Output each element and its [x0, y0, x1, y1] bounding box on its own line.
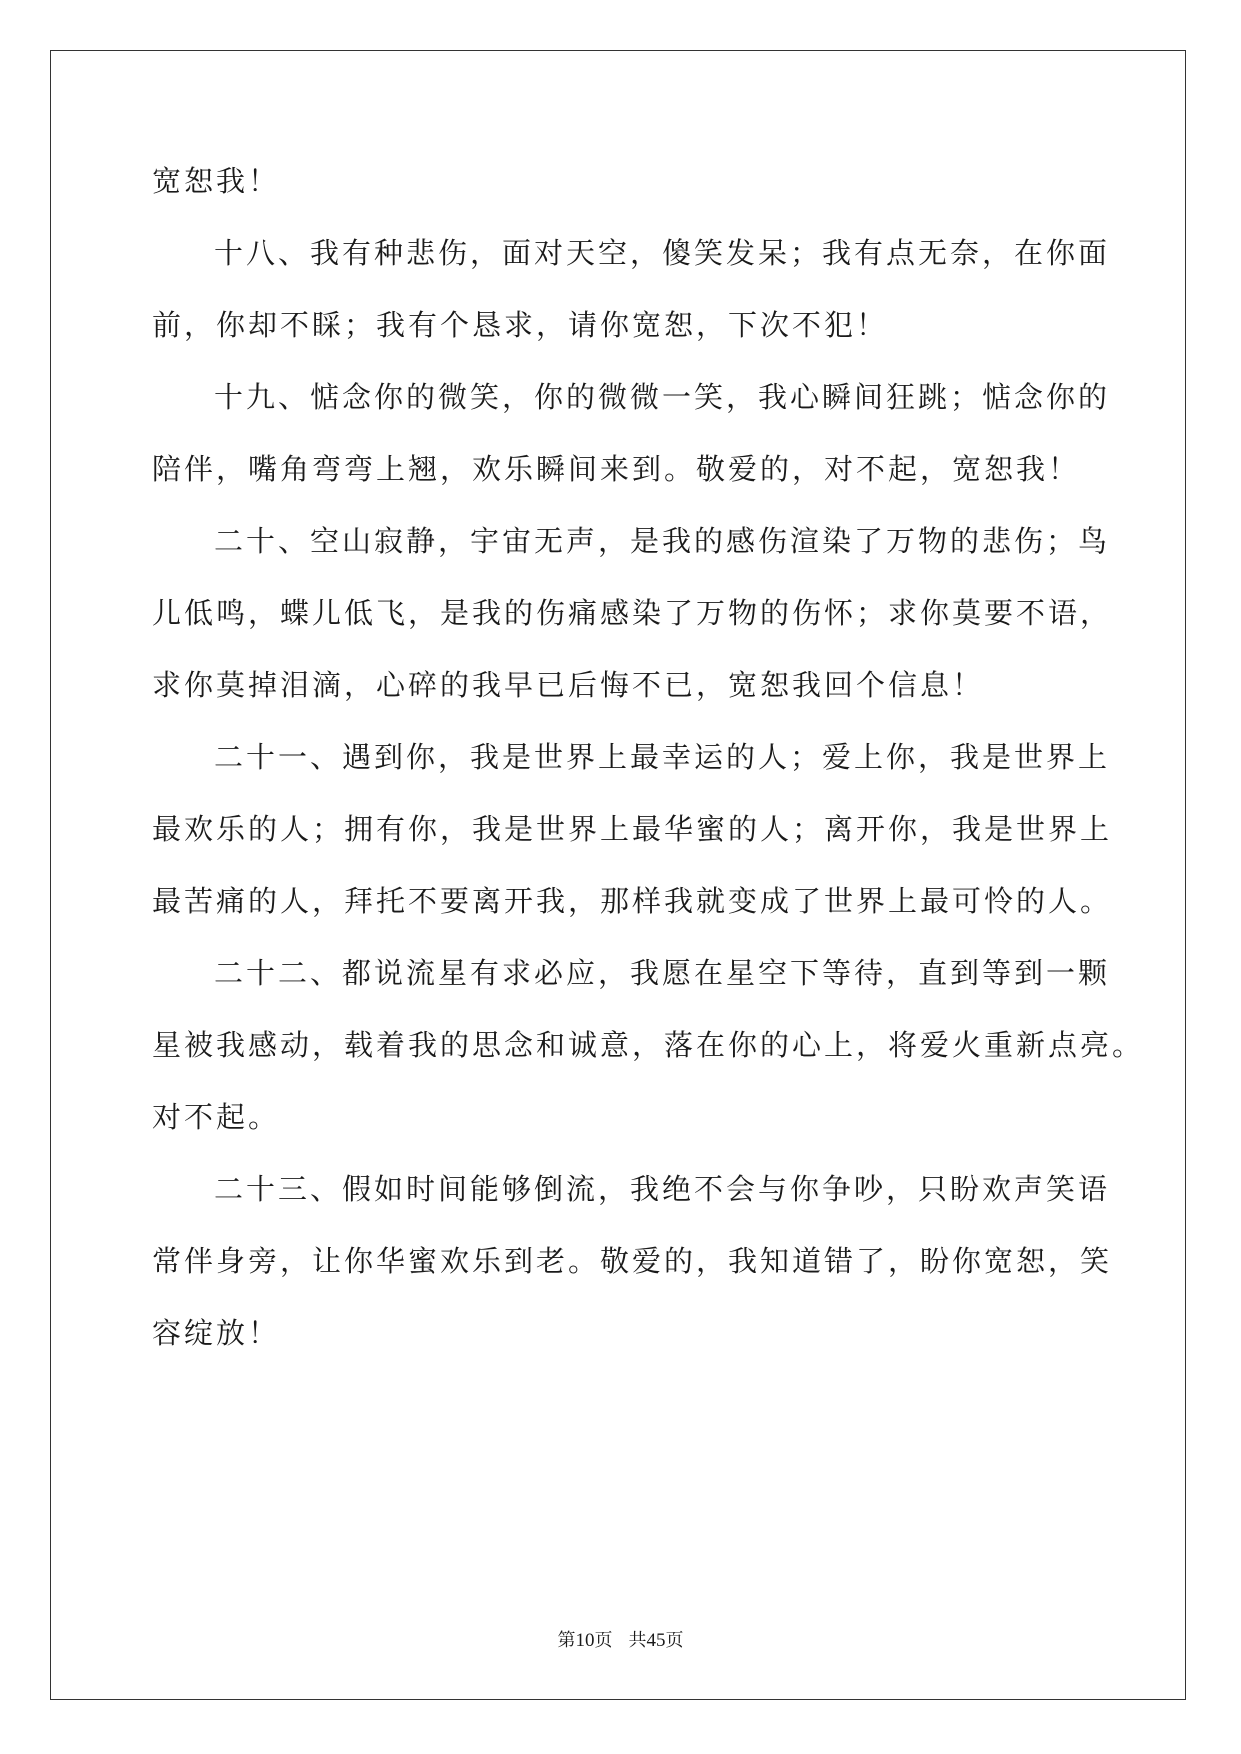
text-line: 儿低鸣，蝶儿低飞，是我的伤痛感染了万物的伤怀；求你莫要不语，: [152, 596, 1113, 630]
text-line: 宽恕我！: [152, 164, 281, 198]
text-line: 最苦痛的人，拜托不要离开我，那样我就变成了世界上最可怜的人。: [152, 884, 1113, 918]
total-prefix: 共: [628, 1630, 647, 1651]
text-line: 最欢乐的人；拥有你，我是世界上最华蜜的人；离开你，我是世界上: [152, 812, 1113, 846]
total-suffix: 页: [665, 1630, 684, 1651]
text-line: 对不起。: [152, 1100, 281, 1134]
text-line: 陪伴，嘴角弯弯上翘，欢乐瞬间来到。敬爱的，对不起，宽恕我！: [152, 452, 1081, 486]
text-line: 二十、空山寂静，宇宙无声，是我的感伤渲染了万物的悲伤；鸟: [214, 524, 1111, 558]
page-suffix: 页: [594, 1630, 613, 1651]
text-line: 十九、惦念你的微笑，你的微微一笑，我心瞬间狂跳；惦念你的: [214, 380, 1111, 414]
text-line: 二十一、遇到你，我是世界上最幸运的人；爱上你，我是世界上: [214, 740, 1111, 774]
text-line: 十八、我有种悲伤，面对天空，傻笑发呆；我有点无奈，在你面: [214, 236, 1111, 270]
page-number: 10: [575, 1630, 595, 1651]
page-border: [50, 50, 1186, 1700]
page-prefix: 第: [557, 1630, 576, 1651]
text-line: 星被我感动，载着我的思念和诚意，落在你的心上，将爱火重新点亮。: [152, 1028, 1145, 1062]
page-footer: [0, 1626, 1241, 1652]
text-line: 常伴身旁，让你华蜜欢乐到老。敬爱的，我知道错了，盼你宽恕，笑: [152, 1244, 1113, 1278]
text-line: 前，你却不睬；我有个恳求，请你宽恕，下次不犯！: [152, 308, 889, 342]
text-line: 二十二、都说流星有求必应，我愿在星空下等待，直到等到一颗: [214, 956, 1111, 990]
text-line: 求你莫掉泪滴，心碎的我早已后悔不已，宽恕我回个信息！: [152, 668, 985, 702]
text-line: 二十三、假如时间能够倒流，我绝不会与你争吵，只盼欢声笑语: [214, 1172, 1111, 1206]
total-pages: 45: [646, 1630, 666, 1651]
text-line: 容绽放！: [152, 1316, 281, 1350]
